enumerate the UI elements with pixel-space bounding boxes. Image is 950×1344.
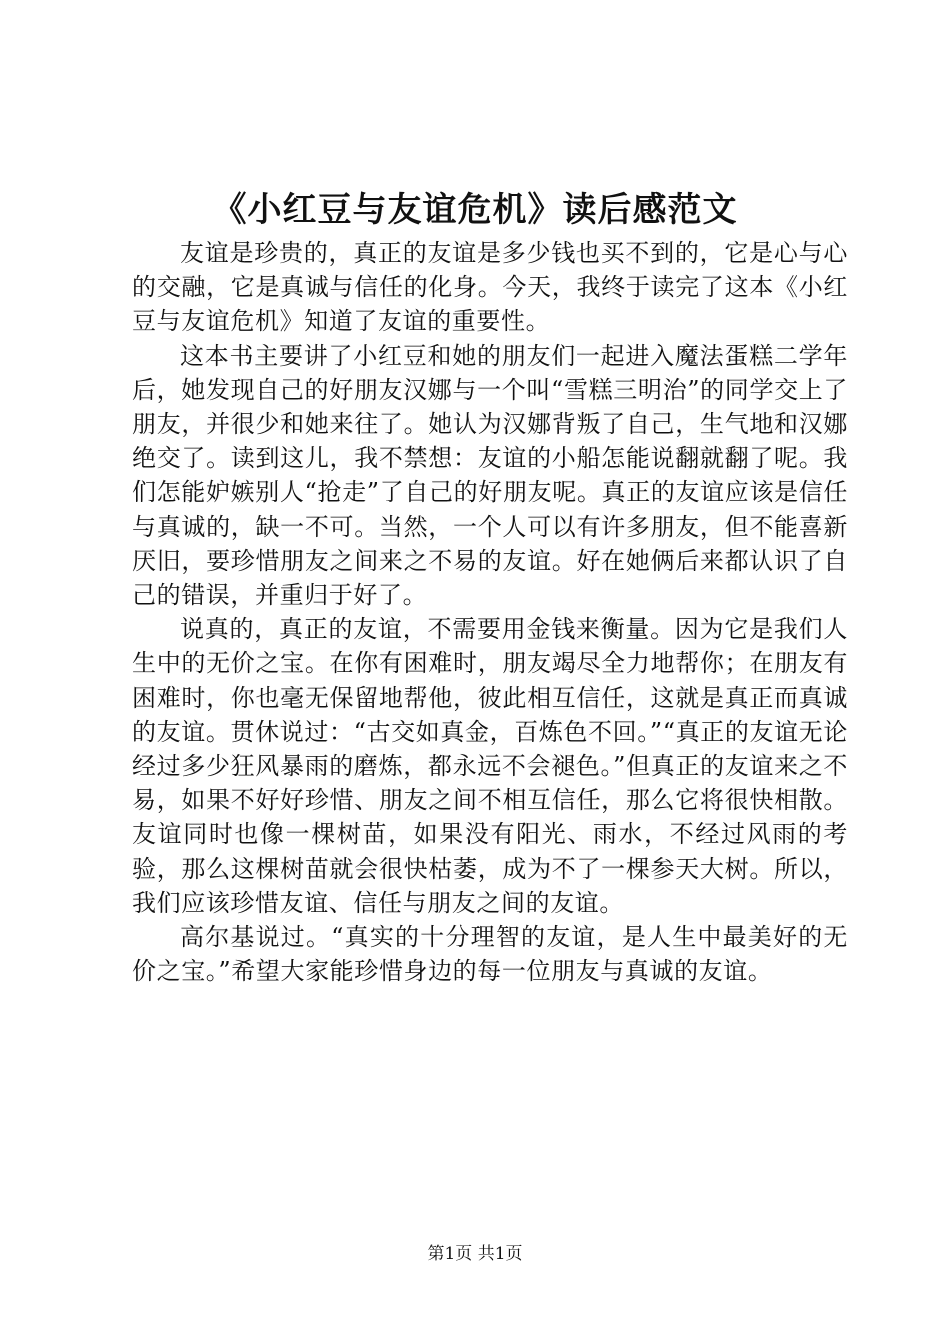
- document-body: [132, 236, 848, 988]
- paragraph-1: 友谊是珍贵的，真正的友谊是多少钱也买不到的，它是心与心的交融，它是真诚与信任的化身。今天，我终于读完了这本《小红豆与友谊危机》知道了友谊的重要性。: [132, 239, 848, 336]
- paragraph-4: 高尔基说过。“真实的十分理智的友谊，是人生中最美好的无价之宝。”希望大家能珍惜身边的每一位朋友与真诚的友谊。: [132, 923, 848, 986]
- page-footer: 第1页 共1页: [427, 1244, 523, 1264]
- document-title: 《小红豆与友谊危机》读后感范文: [212, 190, 738, 230]
- paragraph-2: 这本书主要讲了小红豆和她的朋友们一起进入魔法蛋糕二学年后，她发现自己的好朋友汉娜与一个叫“雪糕三明治”的同学交上了朋友，并很少和她来往了。她认为汉娜背叛了自己，生气地和汉娜绝交了。读到这儿，我不禁想：友谊的小船怎能说翻就翻了呢。我们怎能妒嫉别人“抢走”了自己的好朋友呢。真正的友谊应该是信任与真诚的，缺一不可。当然，一个人可以有许多朋友，但不能喜新厌旧，要珍惜朋友之间来之不易的友谊。好在她俩后来都认识了自己的错误，并重归于好了。: [132, 341, 848, 610]
- paragraph-3: 说真的，真正的友谊，不需要用金钱来衡量。因为它是我们人生中的无价之宝。在你有困难时，朋友竭尽全力地帮你；在朋友有困难时，你也毫无保留地帮他，彼此相互信任，这就是真正而真诚的友谊。贯休说过：“古交如真金，百炼色不回。”“真正的友谊无论经过多少狂风暴雨的磨炼，都永远不会褪色。”但真正的友谊来之不易，如果不好好珍惜、朋友之间不相互信任，那么它将很快相散。友谊同时也像一棵树苗，如果没有阳光、雨水，不经过风雨的考验，那么这棵树苗就会很快枯萎，成为不了一棵参天大树。所以，我们应该珍惜友谊、信任与朋友之间的友谊。: [132, 615, 848, 917]
